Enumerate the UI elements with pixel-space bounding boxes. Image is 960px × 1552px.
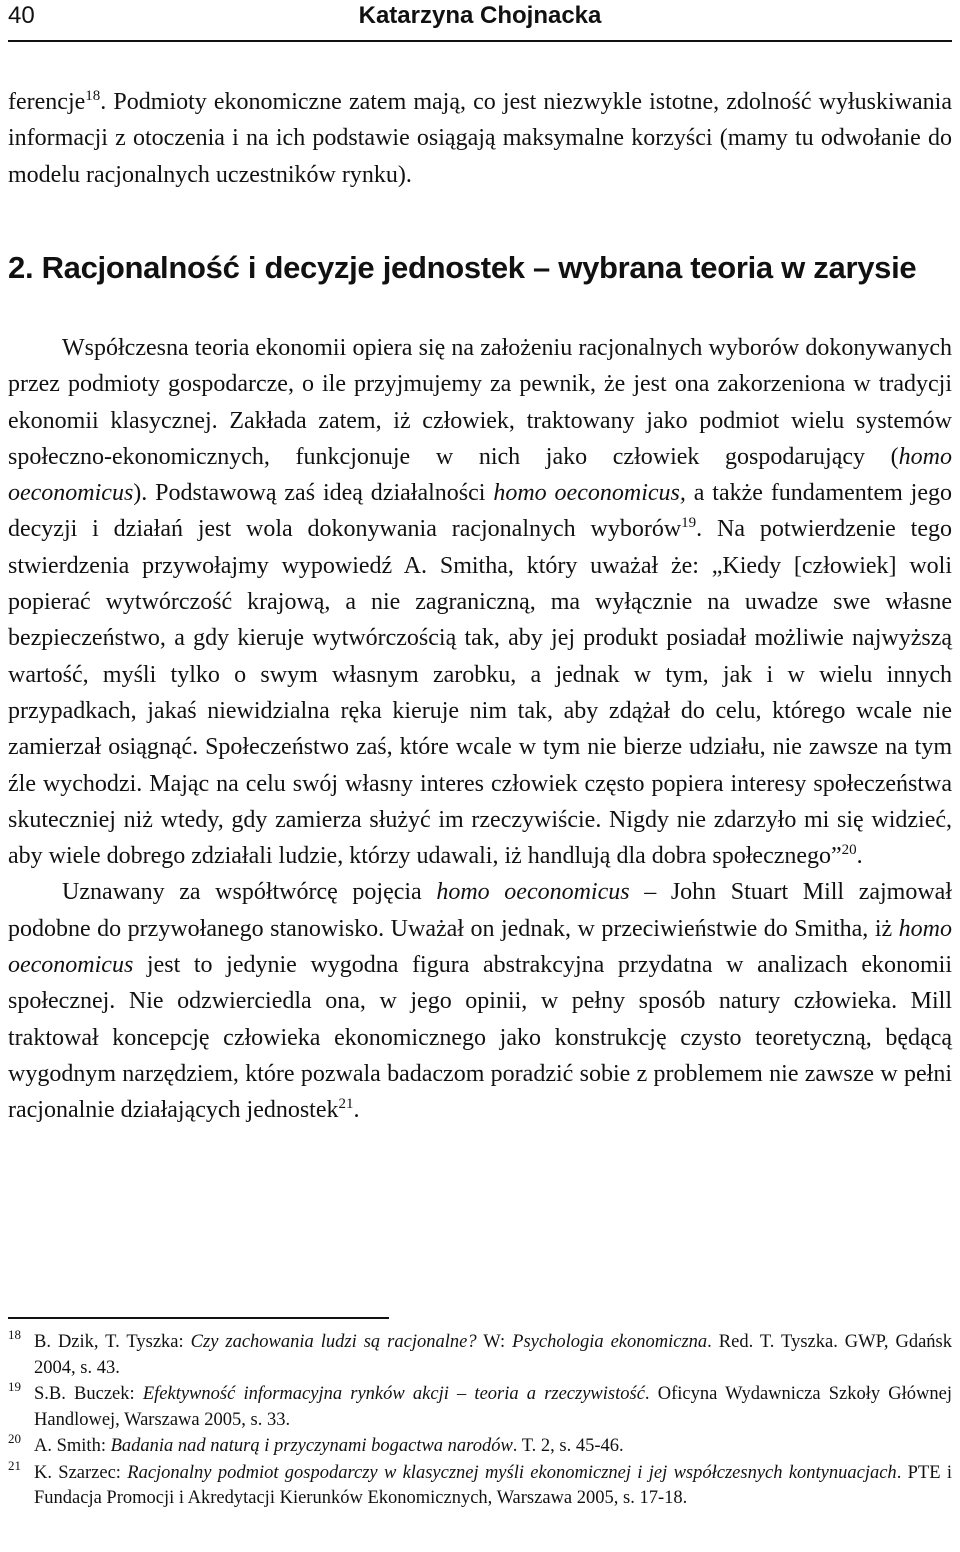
footnote-title: Badania nad naturą i przyczynami bogactwa narodów: [110, 1436, 513, 1456]
footnote-text: B. Dzik, T. Tyszka:: [34, 1332, 191, 1352]
footnote-ref-21[interactable]: 21: [338, 1096, 354, 1113]
footnote-text: S.B. Buczek:: [34, 1384, 143, 1404]
footnote-rule: [8, 1317, 389, 1319]
paragraph-1: [8, 330, 952, 874]
footnote-21: [8, 1457, 952, 1512]
footnote-number: 20: [8, 1431, 21, 1446]
footnote-number: 18: [8, 1327, 21, 1342]
running-header: [8, 0, 952, 36]
intro-text-b: . Podmioty ekonomiczne zatem mają, co jest niezwykle istotne, zdolność wyłuskiwania informacji z otoczenia i na ich podstawie osiągają maksymalne korzyści (mamy tu odwołanie do modelu racjonalnych uczestników rynku).: [8, 89, 952, 188]
para2-text-3: jest to jedynie wygodna figura abstrakcyjna przydatna w analizach ekonomii społecznej. Nie odzwierciedla ona, w jego opinii, w pełny sposób natury człowieka. Mill traktował koncepcję człowieka ekonomicznego jako konstrukcję czysto teoretyczną, będącą wygodnym narzędziem, które pozwala badaczom poradzić sobie z problemem nie zawsze w pełni racjonalnie działających jednostek: [8, 952, 952, 1124]
footnote-ref-20[interactable]: 20: [841, 842, 857, 859]
footnote-18: [8, 1327, 952, 1381]
footnote-text: . T. 2, s. 45-46.: [512, 1436, 624, 1456]
header-rule: [8, 40, 952, 42]
footnote-number: 21: [8, 1457, 21, 1473]
para2-text-1: Uznawany za współtwórcę pojęcia: [62, 879, 437, 906]
footnote-text: A. Smith:: [34, 1436, 111, 1456]
para2-text-2: – John Stuart Mill zajmował podobne do przywołanego stanowisko. Uważał on jednak, w przeciwieństwie do Smitha, iż: [8, 879, 952, 942]
footnote-title: Psychologia ekonomiczna: [512, 1332, 708, 1352]
para1-text-5: .: [856, 843, 863, 870]
footnote-20: [8, 1431, 952, 1460]
intro-text-a: ferencje: [8, 89, 86, 115]
para1-italic-2: homo oeconomicus,: [493, 480, 686, 507]
footnote-title: Efektywność informacyjna rynków akcji – teoria a rzeczywistość: [142, 1384, 645, 1404]
footnote-text: . Oficyna Wydawnicza Szkoły Głównej Handlowej, Warszawa 2005, s. 33.: [34, 1384, 953, 1430]
page-number: 40: [8, 2, 35, 29]
section-heading: 2. Racjonalność i decyzje jednostek – wybrana teoria w zarysie: [8, 250, 917, 285]
footnote-title: Czy zachowania ludzi są racjonalne?: [190, 1332, 477, 1352]
footnote-text: . PTE i Fundacja Promocji i Akredytacji Kierunków Ekonomicznych, Warszawa 2005, s. 17-18.: [34, 1462, 952, 1508]
footnotes: [8, 1327, 953, 1513]
para1-text-2: ). Podstawową zaś ideą działalności: [133, 480, 494, 507]
footnote-number: 19: [8, 1379, 21, 1394]
intro-paragraph: [8, 84, 952, 193]
para1-italic-1: homo oeconomicus: [8, 443, 952, 507]
running-head-author: Katarzyna Chojnacka: [358, 2, 602, 29]
para1-text-3: a także fundamentem jego decyzji i działań jest wola dokonywania racjonalnych wyborów: [8, 480, 952, 543]
para2-text-4: .: [353, 1097, 360, 1124]
footnote-ref-19[interactable]: 19: [681, 515, 697, 532]
section-body: [8, 330, 952, 1129]
para2-italic-1: homo oeconomicus: [436, 879, 630, 906]
footnote-ref-18[interactable]: 18: [85, 88, 101, 104]
footnote-text: . Red. T. Tyszka. GWP, Gdańsk 2004, s. 43.: [34, 1332, 952, 1378]
para1-text-4: . Na potwierdzenie tego stwierdzenia przywołajmy wypowiedź A. Smitha, który uważał że: „Kiedy [człowiek] woli popierać wytwórczość krajową, a nie zagraniczną, ma wyłącznie na uwadze swe własne bezpieczeństwo, a gdy kieruje wytwórczością tak, aby jej produkt posiadał możliwie najwyższą wartość, myśli tylko o swym własnym zarobku, a jednak w tym, jak i w wielu innych przypadkach, jakaś niewidzialna ręka kieruje nim tak, aby zdążał do celu, którego wcale nie zamierzał osiągnąć. Społeczeństwo zaś, które wcale w tym nie bierze udziału, nie zawsze na tym źle wychodzi. Mając na celu swój własny interes człowiek często popiera interesy społeczeństwa skuteczniej niż wtedy, gdy zamierza służyć im rzeczywiście. Nigdy nie zdarzyło mi się widzieć, aby wiele dobrego zdziałali ludzie, którzy udawali, iż handlują dla dobra społecznego”: [8, 516, 952, 870]
para2-italic-2: homo oeconomicus: [8, 915, 952, 979]
paragraph-2: [8, 874, 952, 1128]
para1-text-1: Współczesna teoria ekonomii opiera się na założeniu racjonalnych wyborów dokonywanych przez podmioty gospodarcze, o ile przyjmujemy za pewnik, że jest ona zakorzeniona w tradycji ekonomii klasycznej. Zakłada zatem, iż człowiek, traktowany jako podmiot wielu systemów społeczno-ekonomicznych, funkcjonuje w nich jako człowiek gospodarujący (: [8, 335, 952, 470]
footnote-text: K. Szarzec:: [34, 1462, 128, 1483]
footnote-title: Racjonalny podmiot gospodarczy w klasycznej myśli ekonomicznej i jej współczesnych kontynuacjach: [127, 1462, 897, 1483]
footnote-19: [8, 1379, 953, 1433]
footnote-text: W:: [476, 1332, 513, 1352]
